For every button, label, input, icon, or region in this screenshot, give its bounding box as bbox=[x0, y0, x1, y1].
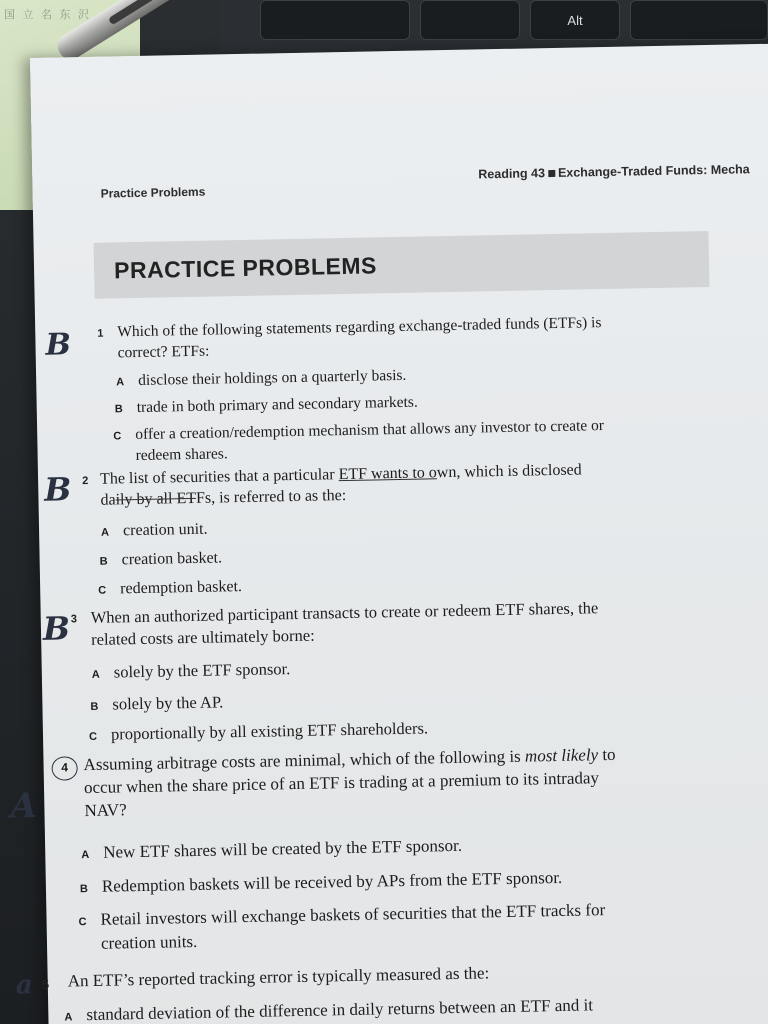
option-text: offer a creation/redemption mechanism that allows any investor to create or bbox=[135, 417, 605, 444]
option-letter: A bbox=[116, 376, 125, 389]
option-text: trade in both primary and secondary markets. bbox=[136, 393, 418, 417]
running-head-right bbox=[478, 162, 750, 181]
option-letter: A bbox=[81, 849, 90, 862]
question-text: Assuming arbitrage costs are minimal, which of the following is bbox=[83, 746, 526, 775]
question-stem-line: correct? ETFs: bbox=[117, 342, 210, 362]
answer-option-continued bbox=[135, 445, 227, 465]
question-stem-line: An ETF’s reported tracking error is typically measured as the: bbox=[67, 963, 490, 991]
handwritten-answer-mark: B bbox=[42, 609, 71, 648]
answer-option bbox=[89, 718, 428, 745]
keyboard-key bbox=[260, 0, 410, 40]
circled-question-number: 4 bbox=[51, 756, 77, 780]
answer-option-continued bbox=[101, 932, 198, 954]
section-banner bbox=[94, 231, 710, 299]
question-text: wn, which is disclosed bbox=[436, 461, 582, 482]
question-text: Fs, is referred to as the: bbox=[195, 487, 347, 508]
option-letter: C bbox=[88, 730, 98, 743]
option-text: creation units. bbox=[100, 931, 198, 953]
handwritten-answer-mark: A bbox=[9, 786, 38, 827]
answer-option bbox=[78, 900, 605, 930]
question-stem bbox=[117, 313, 602, 364]
option-text: redemption basket. bbox=[120, 578, 243, 598]
sticky-note-text: 国 立 名 东 沢 bbox=[4, 8, 91, 21]
reading-number: Reading 43 bbox=[478, 166, 546, 182]
option-letter: C bbox=[98, 584, 107, 597]
question-number: 2 bbox=[82, 474, 89, 488]
struck-text: ily by all ET bbox=[115, 490, 197, 509]
question-number: 3 bbox=[70, 613, 78, 626]
option-letter: B bbox=[114, 403, 123, 416]
answer-option bbox=[98, 578, 242, 599]
document-page bbox=[9, 43, 768, 1024]
running-head-left: Practice Problems bbox=[100, 184, 206, 201]
reading-title: Exchange-Traded Funds: Mecha bbox=[557, 162, 750, 180]
option-letter: A bbox=[91, 668, 100, 681]
option-letter: B bbox=[99, 555, 108, 568]
handwritten-answer-mark: B bbox=[45, 327, 72, 363]
question-stem-line: Which of the following statements regarding exchange-traded funds (ETFs) is bbox=[117, 314, 602, 341]
question-stem bbox=[68, 962, 490, 993]
option-text: Redemption baskets will be received by APs from the ETF sponsor. bbox=[101, 867, 563, 896]
question-stem-line: related costs are ultimately borne: bbox=[90, 625, 315, 650]
option-text: disclose their holdings on a quarterly basis. bbox=[138, 366, 407, 389]
emphasis-text: most likely bbox=[524, 745, 599, 766]
square-bullet-icon bbox=[548, 170, 555, 177]
question-number: 5 bbox=[41, 976, 50, 992]
page-title: PRACTICE PROBLEMS bbox=[113, 251, 378, 283]
underlined-text: ETF wants to o bbox=[338, 464, 437, 484]
question-stem bbox=[83, 744, 616, 822]
question-stem-line: occur when the share price of an ETF is trading at a premium to its intraday bbox=[83, 767, 600, 797]
option-text: solely by the AP. bbox=[112, 692, 224, 714]
option-letter: B bbox=[79, 883, 89, 896]
option-letter: B bbox=[90, 700, 99, 713]
option-text: redeem shares. bbox=[135, 445, 228, 465]
option-letter: C bbox=[113, 430, 122, 443]
answer-option bbox=[92, 659, 291, 683]
keyboard-key bbox=[630, 0, 768, 40]
question-number: 1 bbox=[97, 327, 104, 340]
question-stem bbox=[100, 459, 582, 511]
answer-option bbox=[99, 549, 222, 569]
keyboard-key bbox=[420, 0, 520, 40]
answer-option bbox=[101, 521, 208, 541]
question-stem bbox=[91, 597, 599, 651]
handwritten-answer-mark: B bbox=[43, 470, 72, 509]
answer-option bbox=[116, 367, 406, 391]
option-letter: A bbox=[64, 1011, 73, 1024]
option-letter: C bbox=[78, 916, 87, 929]
answer-option bbox=[90, 692, 223, 715]
option-text: creation basket. bbox=[121, 549, 223, 569]
question-text: da bbox=[100, 491, 116, 510]
answer-option bbox=[64, 995, 593, 1024]
question-stem-line: NAV? bbox=[84, 799, 127, 820]
question-text: to bbox=[597, 744, 616, 765]
question-text: The list of securities that a particular bbox=[99, 466, 339, 488]
answer-option bbox=[115, 394, 418, 418]
option-text: Retail investors will exchange baskets of securities that the ETF tracks for bbox=[100, 900, 606, 929]
alt-key: Alt bbox=[530, 0, 620, 40]
option-text: proportionally by all existing ETF shareholders. bbox=[110, 718, 429, 744]
option-letter: A bbox=[101, 526, 110, 539]
option-text: New ETF shares will be created by the ETF sponsor. bbox=[103, 835, 463, 862]
option-text: solely by the ETF sponsor. bbox=[113, 659, 291, 682]
handwritten-answer-mark: a bbox=[15, 970, 33, 1001]
question-stem-line: When an authorized participant transacts to create or redeem ETF shares, the bbox=[90, 598, 599, 627]
answer-option bbox=[113, 417, 604, 444]
option-text: creation unit. bbox=[122, 520, 208, 540]
answer-option bbox=[80, 868, 563, 897]
option-text: standard deviation of the difference in daily returns between an ETF and it bbox=[86, 995, 594, 1024]
answer-option bbox=[81, 836, 462, 863]
